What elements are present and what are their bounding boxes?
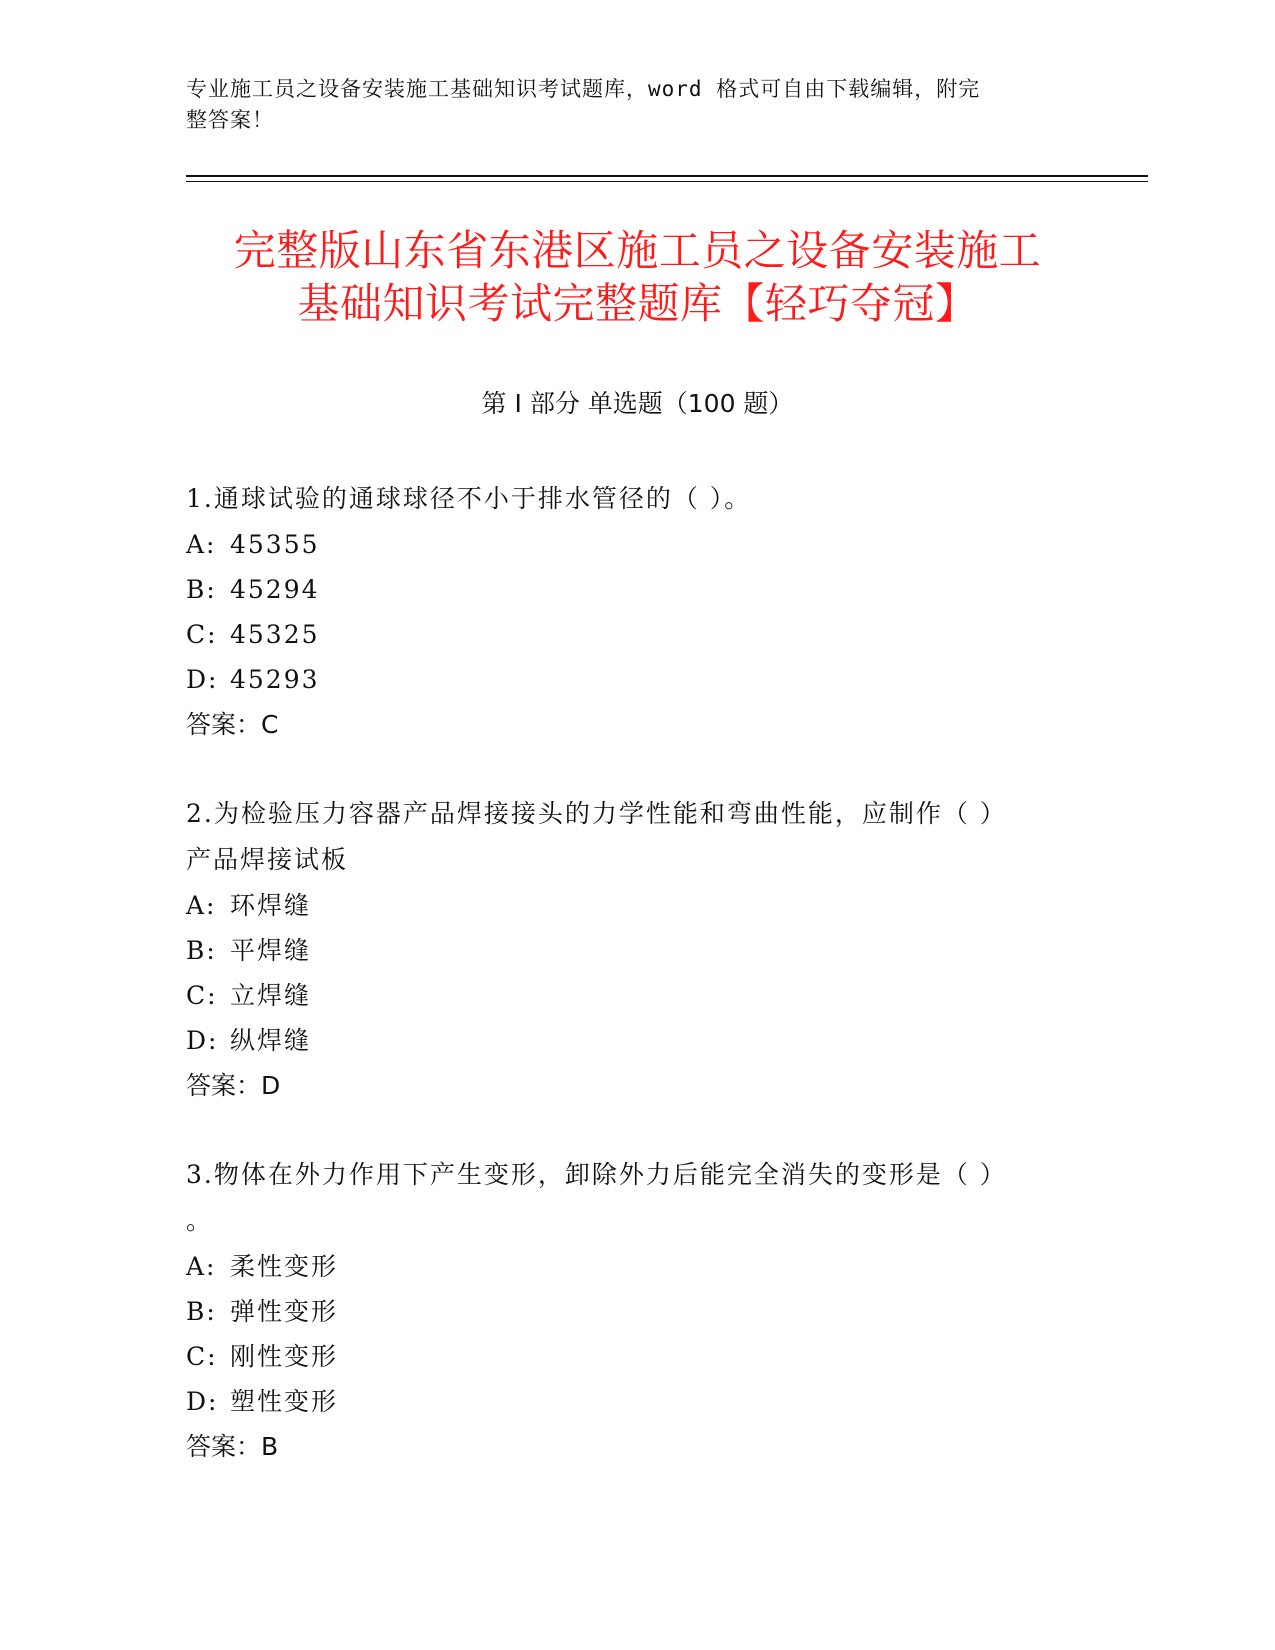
question-2-answer: 答案：D <box>186 1071 281 1100</box>
question-3-answer: 答案：B <box>186 1432 279 1461</box>
header-rule-thin <box>186 181 1148 182</box>
question-1 <box>186 476 1086 747</box>
document-title <box>150 224 1125 330</box>
option-label: A: <box>186 1252 217 1281</box>
option-text: 塑性变形 <box>230 1387 339 1416</box>
option-text: 刚性变形 <box>230 1342 339 1371</box>
option-text: 平焊缝 <box>230 936 312 965</box>
question-1-option-d <box>186 657 1086 702</box>
question-3-text-line-1: 3.物体在外力作用下产生变形，卸除外力后能完全消失的变形是（ ） <box>186 1160 1007 1189</box>
option-text: 柔性变形 <box>230 1252 339 1281</box>
header-rule-thick <box>186 175 1148 177</box>
question-1-text: 1.通球试验的通球球径不小于排水管径的（ ）。 <box>186 484 752 513</box>
question-2-text-line-2: 产品焊接试板 <box>186 845 349 874</box>
option-text: 45294 <box>230 575 320 604</box>
question-1-answer: 答案：C <box>186 710 279 739</box>
question-2-option-b <box>186 928 1086 973</box>
option-label: C: <box>186 981 218 1010</box>
option-label: C: <box>186 620 218 649</box>
question-2-option-a <box>186 883 1086 928</box>
document-title-line-2: 基础知识考试完整题库【轻巧夺冠】 <box>297 279 978 328</box>
option-label: B: <box>186 1297 217 1326</box>
question-3-option-c <box>186 1334 1086 1379</box>
question-1-option-c <box>186 612 1086 657</box>
option-text: 弹性变形 <box>230 1297 339 1326</box>
option-text: 45325 <box>230 620 320 649</box>
question-2 <box>186 791 1086 1108</box>
question-3-option-d <box>186 1379 1086 1424</box>
header-note-line-1: 专业施工员之设备安装施工基础知识考试题库，word 格式可自由下载编辑，附完 <box>186 77 981 101</box>
option-text: 45355 <box>230 530 320 559</box>
question-3 <box>186 1152 1086 1469</box>
option-text: 立焊缝 <box>230 981 312 1010</box>
question-1-option-a <box>186 522 1086 567</box>
option-label: A: <box>186 530 217 559</box>
question-1-option-b <box>186 567 1086 612</box>
option-text: 45293 <box>230 665 320 694</box>
question-2-option-c <box>186 973 1086 1018</box>
option-label: D: <box>186 665 219 694</box>
option-label: B: <box>186 936 217 965</box>
option-label: C: <box>186 1342 218 1371</box>
option-label: D: <box>186 1026 219 1055</box>
question-2-option-d <box>186 1018 1086 1063</box>
header-note-line-2: 整答案！ <box>186 108 274 132</box>
option-label: D: <box>186 1387 219 1416</box>
header-note <box>186 74 1076 136</box>
option-text: 环焊缝 <box>230 891 312 920</box>
option-text: 纵焊缝 <box>230 1026 312 1055</box>
question-3-option-b <box>186 1289 1086 1334</box>
option-label: A: <box>186 891 217 920</box>
document-title-line-1: 完整版山东省东港区施工员之设备安装施工 <box>233 226 1042 275</box>
question-3-option-a <box>186 1244 1086 1289</box>
option-label: B: <box>186 575 217 604</box>
question-list <box>186 476 1086 1513</box>
section-heading: 第 I 部分 单选题（100 题） <box>481 389 794 418</box>
question-3-text-line-2: 。 <box>186 1206 214 1235</box>
question-2-text-line-1: 2.为检验压力容器产品焊接接头的力学性能和弯曲性能，应制作（ ） <box>186 799 1007 828</box>
